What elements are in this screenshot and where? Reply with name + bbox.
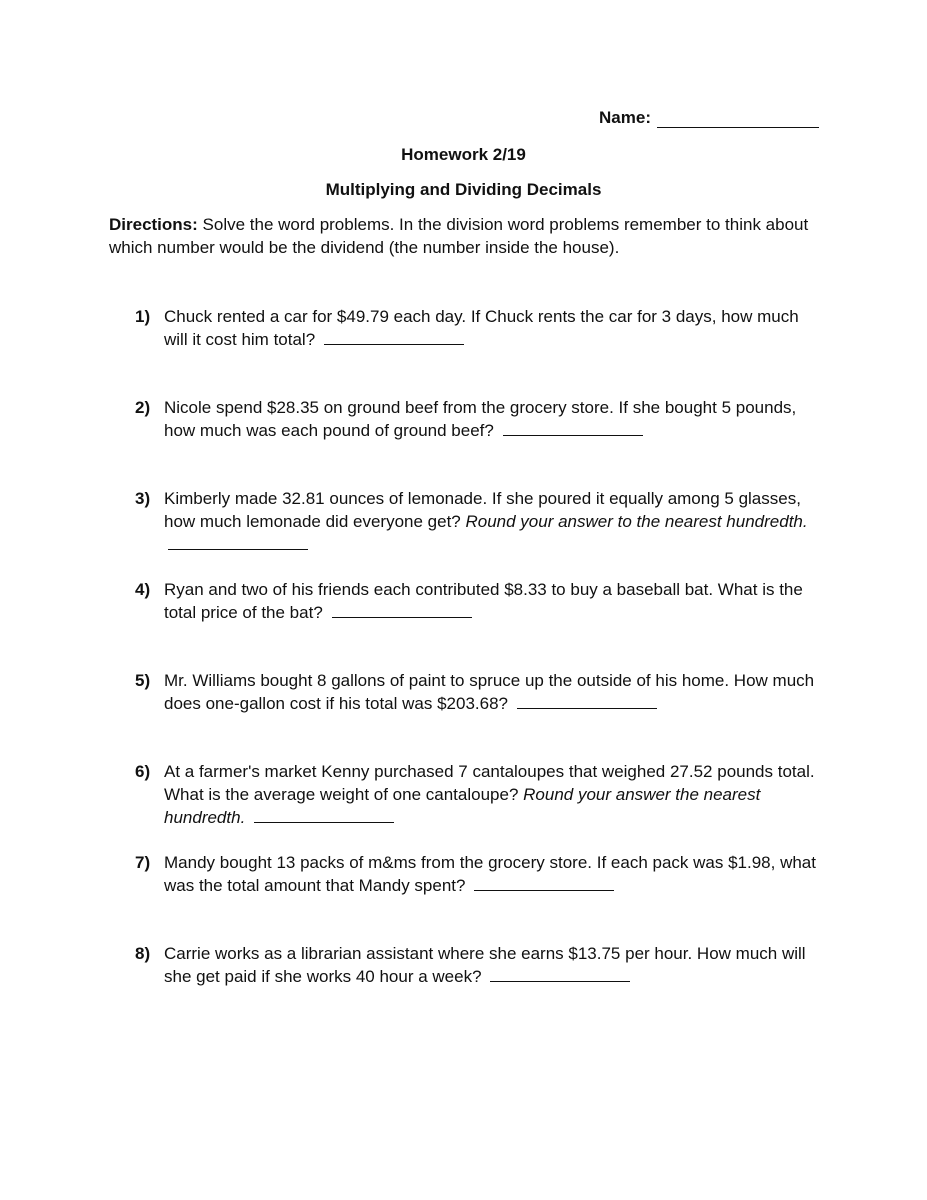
problem-8 <box>135 942 825 1033</box>
problem-rounding-note: Round your answer to the nearest hundredth. <box>465 512 808 531</box>
problem-list <box>135 305 825 1033</box>
problem-number: 3) <box>135 489 151 508</box>
answer-blank[interactable] <box>254 807 394 823</box>
problem-text: Ryan and two of his friends each contributed $8.33 to buy a baseball bat. What is the total price of the bat? <box>164 580 803 622</box>
problem-number: 1) <box>135 307 151 326</box>
directions-paragraph <box>109 213 829 259</box>
problem-number: 2) <box>135 398 151 417</box>
problem-1 <box>135 305 825 396</box>
problem-5 <box>135 669 825 760</box>
answer-blank[interactable] <box>474 875 614 891</box>
problem-text: At a farmer's market Kenny purchased 7 cantaloupes that weighed 27.52 pounds total. What is the average weight of one cantaloupe? <box>164 762 815 804</box>
problem-2 <box>135 396 825 487</box>
answer-blank[interactable] <box>168 534 308 550</box>
problem-6 <box>135 760 825 851</box>
problem-3 <box>135 487 825 578</box>
problem-text: Mandy bought 13 packs of m&ms from the grocery store. If each pack was $1.98, what was the total amount that Mandy spent? <box>164 853 816 895</box>
directions-label: Directions: <box>109 215 198 234</box>
problem-number: 8) <box>135 944 151 963</box>
problem-text: Kimberly made 32.81 ounces of lemonade. If she poured it equally among 5 glasses, how much lemonade did everyone get? <box>164 489 801 531</box>
answer-blank[interactable] <box>517 693 657 709</box>
problem-number: 6) <box>135 762 151 781</box>
problem-text: Chuck rented a car for $49.79 each day. If Chuck rents the car for 3 days, how much will it cost him total? <box>164 307 799 349</box>
problem-7 <box>135 851 825 942</box>
worksheet-subtitle: Multiplying and Dividing Decimals <box>325 180 602 199</box>
problem-number: 7) <box>135 853 151 872</box>
problem-text: Carrie works as a librarian assistant where she earns $13.75 per hour. How much will she get paid if she works 40 hour a week? <box>164 944 806 986</box>
answer-blank[interactable] <box>503 420 643 436</box>
answer-blank[interactable] <box>490 966 630 982</box>
name-field-row <box>599 108 819 128</box>
problem-rounding-note: Round your answer the nearest hundredth. <box>164 785 761 827</box>
problem-4 <box>135 578 825 669</box>
problem-text: Mr. Williams bought 8 gallons of paint to spruce up the outside of his home. How much does one-gallon cost if his total was $203.68? <box>164 671 815 713</box>
homework-title: Homework 2/19 <box>401 145 526 164</box>
name-blank-line[interactable] <box>657 109 819 128</box>
directions-text: Solve the word problems. In the division word problems remember to think about which number would be the dividend (the number inside the house). <box>109 215 809 257</box>
answer-blank[interactable] <box>332 602 472 618</box>
problem-text: Nicole spend $28.35 on ground beef from the grocery store. If she bought 5 pounds, how much was each pound of ground beef? <box>164 398 797 440</box>
name-label: Name: <box>599 108 651 127</box>
problem-number: 5) <box>135 671 151 690</box>
problem-number: 4) <box>135 580 151 599</box>
answer-blank[interactable] <box>324 329 464 345</box>
